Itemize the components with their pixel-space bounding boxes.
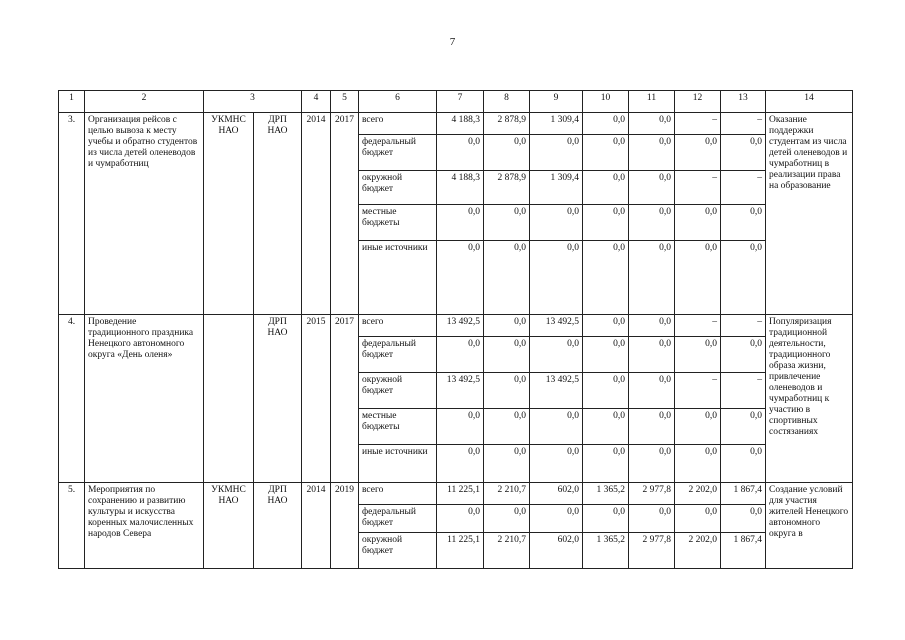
program-table xyxy=(58,90,853,569)
end-year: 2017 xyxy=(331,113,359,315)
amount-cell: 0,0 xyxy=(675,135,721,171)
amount-cell: 602,0 xyxy=(530,483,583,505)
funding-source: местные бюджеты xyxy=(359,205,437,241)
amount-cell: 0,0 xyxy=(721,445,766,483)
amount-cell: 1 867,4 xyxy=(721,483,766,505)
amount-cell: 0,0 xyxy=(530,409,583,445)
amount-cell: 0,0 xyxy=(721,337,766,373)
amount-cell: – xyxy=(675,171,721,205)
funding-source: окружной бюджет xyxy=(359,533,437,569)
amount-cell: 0,0 xyxy=(484,337,530,373)
header-cell: 1 xyxy=(59,91,85,113)
executor-cell: ДРП НАО xyxy=(254,483,302,569)
amount-cell: 13 492,5 xyxy=(437,373,484,409)
amount-cell: 0,0 xyxy=(530,135,583,171)
amount-cell: 0,0 xyxy=(721,241,766,315)
amount-cell: 0,0 xyxy=(484,409,530,445)
amount-cell: 0,0 xyxy=(437,409,484,445)
expected-result: Оказание поддержки студентам из числа детей оленеводов и чумработниц в реализации права на образование xyxy=(766,113,853,315)
amount-cell: 0,0 xyxy=(675,337,721,373)
amount-cell: 0,0 xyxy=(437,505,484,533)
amount-cell: 0,0 xyxy=(583,409,629,445)
funding-source: всего xyxy=(359,483,437,505)
amount-cell: 0,0 xyxy=(629,505,675,533)
amount-cell: 0,0 xyxy=(583,505,629,533)
header-cell: 6 xyxy=(359,91,437,113)
amount-cell: 0,0 xyxy=(530,445,583,483)
amount-cell: 0,0 xyxy=(583,135,629,171)
amount-cell: 11 225,1 xyxy=(437,483,484,505)
amount-cell: 0,0 xyxy=(675,505,721,533)
amount-cell: 2 210,7 xyxy=(484,483,530,505)
page-number: 7 xyxy=(449,36,456,48)
amount-cell: 0,0 xyxy=(629,241,675,315)
amount-cell: 0,0 xyxy=(530,505,583,533)
amount-cell: 0,0 xyxy=(437,241,484,315)
executor-cell: ДРП НАО xyxy=(254,113,302,315)
amount-cell: 0,0 xyxy=(530,241,583,315)
header-cell: 14 xyxy=(766,91,853,113)
funding-source: федеральный бюджет xyxy=(359,135,437,171)
activity-name: Организация рейсов с целью вывоза к месту учебы и обратно студентов из числа детей оленеводов и чумработниц xyxy=(85,113,204,315)
amount-cell: 0,0 xyxy=(583,315,629,337)
amount-cell: 0,0 xyxy=(484,373,530,409)
header-cell: 7 xyxy=(437,91,484,113)
table-row xyxy=(59,483,853,505)
amount-cell: – xyxy=(721,315,766,337)
amount-cell: 1 365,2 xyxy=(583,483,629,505)
amount-cell: – xyxy=(675,373,721,409)
amount-cell: 1 867,4 xyxy=(721,533,766,569)
amount-cell: 0,0 xyxy=(437,135,484,171)
amount-cell: 0,0 xyxy=(629,373,675,409)
amount-cell: 0,0 xyxy=(629,445,675,483)
amount-cell: 0,0 xyxy=(530,205,583,241)
amount-cell: 0,0 xyxy=(629,337,675,373)
funding-source: федеральный бюджет xyxy=(359,337,437,373)
amount-cell: 0,0 xyxy=(583,337,629,373)
funding-source: иные источники xyxy=(359,445,437,483)
expected-result: Создание условий для участия жителей Ненецкого автономного округа в xyxy=(766,483,853,569)
amount-cell: 0,0 xyxy=(721,505,766,533)
amount-cell: 0,0 xyxy=(437,337,484,373)
activity-name: Проведение традиционного праздника Ненецкого автономного округа «День оленя» xyxy=(85,315,204,483)
amount-cell: – xyxy=(721,373,766,409)
header-cell: 8 xyxy=(484,91,530,113)
amount-cell: 13 492,5 xyxy=(530,373,583,409)
funding-source: местные бюджеты xyxy=(359,409,437,445)
amount-cell: 11 225,1 xyxy=(437,533,484,569)
header-row xyxy=(59,91,853,113)
amount-cell: 0,0 xyxy=(484,241,530,315)
amount-cell: 2 878,9 xyxy=(484,113,530,135)
amount-cell: 13 492,5 xyxy=(530,315,583,337)
header-cell: 11 xyxy=(629,91,675,113)
amount-cell: 4 188,3 xyxy=(437,113,484,135)
amount-cell: 0,0 xyxy=(583,373,629,409)
funding-source: окружной бюджет xyxy=(359,373,437,409)
start-year: 2015 xyxy=(302,315,331,483)
amount-cell: – xyxy=(721,113,766,135)
header-cell: 12 xyxy=(675,91,721,113)
amount-cell: 2 210,7 xyxy=(484,533,530,569)
amount-cell: 0,0 xyxy=(721,135,766,171)
header-cell: 2 xyxy=(85,91,204,113)
amount-cell: 1 309,4 xyxy=(530,113,583,135)
amount-cell: 0,0 xyxy=(629,409,675,445)
amount-cell: 0,0 xyxy=(675,445,721,483)
amount-cell: 0,0 xyxy=(437,445,484,483)
header-cell: 5 xyxy=(331,91,359,113)
amount-cell: 2 202,0 xyxy=(675,483,721,505)
amount-cell: 0,0 xyxy=(675,409,721,445)
amount-cell: 0,0 xyxy=(583,445,629,483)
header-cell: 13 xyxy=(721,91,766,113)
amount-cell: 0,0 xyxy=(583,205,629,241)
header-cell: 4 xyxy=(302,91,331,113)
row-number: 4. xyxy=(59,315,85,483)
amount-cell: 0,0 xyxy=(675,241,721,315)
start-year: 2014 xyxy=(302,113,331,315)
executor-cell: УКМНС НАО xyxy=(204,113,254,315)
amount-cell: 2 977,8 xyxy=(629,533,675,569)
activity-name: Мероприятия по сохранению и развитию культуры и искусства коренных малочисленных народов Севера xyxy=(85,483,204,569)
amount-cell: 0,0 xyxy=(629,315,675,337)
amount-cell: 2 202,0 xyxy=(675,533,721,569)
end-year: 2019 xyxy=(331,483,359,569)
amount-cell: 0,0 xyxy=(484,445,530,483)
amount-cell: 0,0 xyxy=(675,205,721,241)
header-cell: 10 xyxy=(583,91,629,113)
amount-cell: 0,0 xyxy=(437,205,484,241)
executor-cell: ДРП НАО xyxy=(254,315,302,483)
header-cell: 9 xyxy=(530,91,583,113)
amount-cell: 0,0 xyxy=(629,135,675,171)
funding-source: всего xyxy=(359,315,437,337)
amount-cell: 0,0 xyxy=(484,315,530,337)
amount-cell: 0,0 xyxy=(484,205,530,241)
amount-cell: 0,0 xyxy=(583,113,629,135)
row-number: 3. xyxy=(59,113,85,315)
amount-cell: – xyxy=(675,315,721,337)
amount-cell: 1 309,4 xyxy=(530,171,583,205)
funding-source: всего xyxy=(359,113,437,135)
funding-source: федеральный бюджет xyxy=(359,505,437,533)
row-number: 5. xyxy=(59,483,85,569)
amount-cell: 2 878,9 xyxy=(484,171,530,205)
amount-cell: 4 188,3 xyxy=(437,171,484,205)
amount-cell: 0,0 xyxy=(484,135,530,171)
end-year: 2017 xyxy=(331,315,359,483)
amount-cell: 0,0 xyxy=(629,171,675,205)
amount-cell: 602,0 xyxy=(530,533,583,569)
amount-cell: 0,0 xyxy=(721,409,766,445)
amount-cell: – xyxy=(721,171,766,205)
amount-cell: 2 977,8 xyxy=(629,483,675,505)
amount-cell: 0,0 xyxy=(629,113,675,135)
amount-cell: 0,0 xyxy=(484,505,530,533)
amount-cell: – xyxy=(675,113,721,135)
header-cell: 3 xyxy=(204,91,302,113)
amount-cell: 0,0 xyxy=(721,205,766,241)
amount-cell: 0,0 xyxy=(530,337,583,373)
executor-cell xyxy=(204,315,254,483)
amount-cell: 0,0 xyxy=(629,205,675,241)
amount-cell: 0,0 xyxy=(583,241,629,315)
amount-cell: 1 365,2 xyxy=(583,533,629,569)
amount-cell: 13 492,5 xyxy=(437,315,484,337)
funding-source: иные источники xyxy=(359,241,437,315)
expected-result: Популяризация традиционной деятельности, традиционного образа жизни, привлечение оленеводов и чумработниц к участию в спортивных состязаниях xyxy=(766,315,853,483)
table-row xyxy=(59,315,853,337)
table-row xyxy=(59,113,853,135)
executor-cell: УКМНС НАО xyxy=(204,483,254,569)
amount-cell: 0,0 xyxy=(583,171,629,205)
start-year: 2014 xyxy=(302,483,331,569)
funding-source: окружной бюджет xyxy=(359,171,437,205)
